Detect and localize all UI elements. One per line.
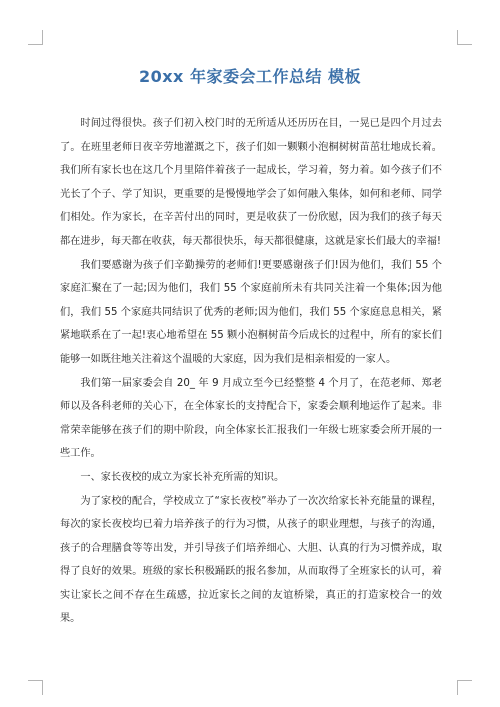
section-heading-1: 一、家长夜校的成立为家长补充所需的知识。 <box>80 471 285 483</box>
paragraph-intro: 时间过得很快。孩子们初入校门时的无所适从还历历在目，一晃已是四个月过去了。在班里老师日夜辛劳地灌溉之下，孩子们如一颗颗小泡桐树树苗茁壮地成长着。我们所有家长也在这几个月里陪伴着孩子一起成长，学习着，努力着。如今孩子们不光长了个子、学了知识，更重要的是慢慢地学会了如何融入集体，如何和老师、同学们相处。作为家长，在辛苦付出的同时，更是收获了一份欣慰，因为我们的孩子每天都在进步，每天都在收获，每天都很快乐，每天都很健康，这就是家长们最大的幸福! <box>60 118 442 247</box>
crop-mark-top-right <box>457 30 472 45</box>
document-body <box>60 112 442 631</box>
crop-mark-bottom-right <box>457 680 472 695</box>
paragraph-thanks: 我们要感谢为孩子们辛勤操劳的老师们!更要感谢孩子们!因为他们，我们 55 个家庭汇聚在了一起;因为他们，我们 55 个家庭前所未有共同关注着一个集体;因为他们，我们 55 个家庭共同结识了优秀的老师;因为他们，我们 55 个家庭息息相关，紧紧地联系在了一起!衷心地希望在 55 颗小泡桐树苗今后成长的过程中，所有的家长们能够一如既往地关注着这个温暖的大家庭，因为我们是相亲相爱的一家人。 <box>60 259 442 365</box>
document-title: 20xx 年家委会工作总结 模板 <box>138 67 362 86</box>
crop-mark-top-left <box>28 30 43 45</box>
paragraph-night-school: 为了家校的配合，学校成立了“家长夜校”举办了一次次给家长补充能量的课程，每次的家长夜校均已着力培养孩子的行为习惯，从孩子的职业理想，与孩子的沟通，孩子的合理膳食等等出发，并引导孩子们培养细心、大胆、认真的行为习惯养成，取得了良好的效果。班级的家长积极踊跃的报名参加，从而取得了全班家长的认可，着实让家长之间不存在生疏感，拉近家长之间的友谊桥梁，真正的打造家校合一的效果。 <box>60 495 442 625</box>
paragraph-committee: 我们第一届家委会自 20_ 年 9 月成立至今已经整整 4 个月了，在范老师、郑老师以及各科老师的关心下，在全体家长的支持配合下，家委会顺利地运作了起来。非常荣幸能够在孩子们的期中阶段，向全体家长汇报我们一年级七班家委会所开展的一些工作。 <box>60 377 442 460</box>
crop-mark-bottom-left <box>28 680 43 695</box>
